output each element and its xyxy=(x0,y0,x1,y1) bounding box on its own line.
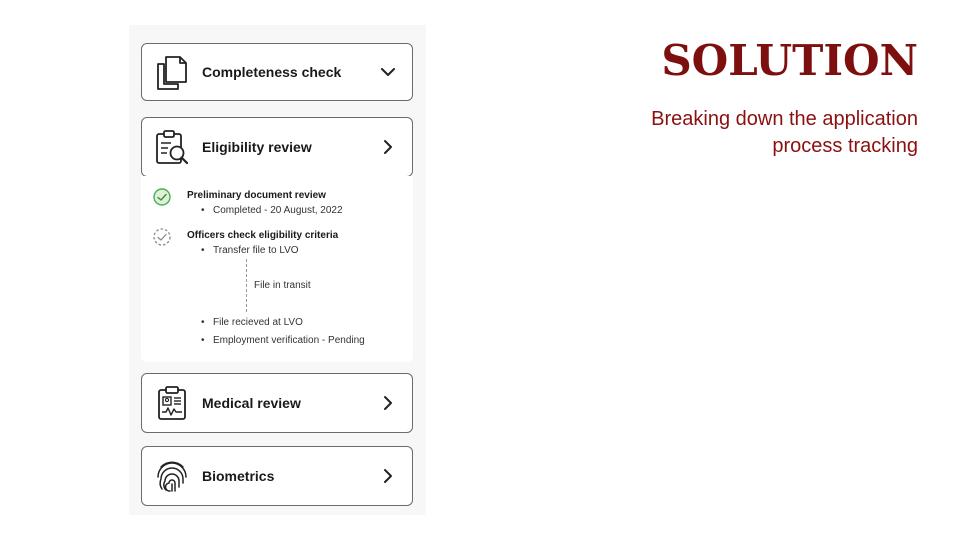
section-medical-review[interactable] xyxy=(141,373,413,433)
section-label: Medical review xyxy=(202,395,301,411)
section-label: Biometrics xyxy=(202,468,275,484)
documents-icon xyxy=(153,54,191,92)
step-title: Officers check eligibility criteria xyxy=(187,230,339,241)
step-item: • Transfer file to LVO xyxy=(201,245,299,256)
step-item: • Completed - 20 August, 2022 xyxy=(201,205,343,216)
step-item: • Employment verification - Pending xyxy=(201,335,365,346)
medical-clipboard-icon xyxy=(153,384,191,422)
bullet: • xyxy=(201,335,205,346)
section-eligibility-review[interactable] xyxy=(141,117,413,177)
chevron-down-icon[interactable] xyxy=(380,64,396,80)
bullet: • xyxy=(201,245,205,256)
slide-subtitle: Breaking down the application process tracking xyxy=(651,108,918,157)
step-title: Preliminary document review xyxy=(187,190,326,201)
bullet: • xyxy=(201,205,205,216)
slide-title: SOLUTION xyxy=(661,36,918,85)
chevron-right-icon[interactable] xyxy=(380,395,396,411)
bullet: • xyxy=(201,317,205,328)
chevron-right-icon[interactable] xyxy=(380,468,396,484)
section-label: Eligibility review xyxy=(202,139,312,155)
check-circle-icon xyxy=(153,188,171,206)
application-tracker-panel xyxy=(129,25,426,515)
section-label: Completeness check xyxy=(202,64,342,80)
step-item: • File recieved at LVO xyxy=(201,317,303,328)
pending-check-circle-icon xyxy=(153,228,171,246)
section-completeness-check[interactable] xyxy=(141,43,413,101)
clipboard-search-icon xyxy=(153,128,191,166)
section-biometrics[interactable] xyxy=(141,446,413,506)
chevron-right-icon[interactable] xyxy=(380,139,396,155)
eligibility-details xyxy=(141,176,413,362)
transit-dashed-line xyxy=(246,259,247,312)
transit-label: File in transit xyxy=(254,280,311,291)
fingerprint-icon xyxy=(153,457,191,495)
